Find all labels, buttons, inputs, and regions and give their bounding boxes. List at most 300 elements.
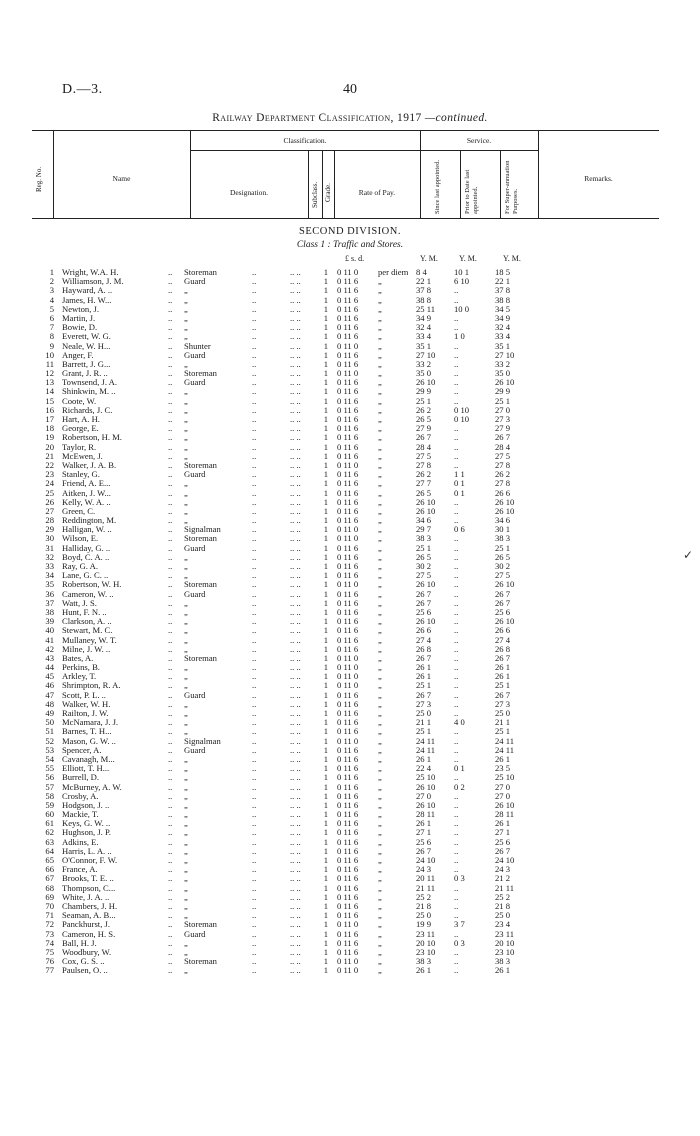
reg-no-cell: 24 [45,478,54,489]
page-number: 40 [343,82,357,97]
grade-cell: 1 [323,515,328,526]
reg-no-cell: 39 [45,616,54,627]
designation-cell: Guard [184,689,206,700]
leader-dots: .. .. [290,799,301,810]
grade-cell: 1 [323,312,328,323]
designation-cell: „ [184,322,188,333]
grade-cell: 1 [323,322,328,333]
leader-dots: .. [168,790,173,801]
designation-cell: „ [184,965,188,976]
leader-dots: .. [252,294,257,305]
name-cell: Reddington, M. [62,515,117,526]
rate-unit-cell: „ [378,965,382,976]
leader-dots: .. [252,606,257,617]
rate-cell: 0 11 6 [337,450,359,461]
rate-cell: 0 11 6 [337,606,359,617]
rate-cell: 0 11 6 [337,441,359,452]
grade-cell: 1 [323,781,328,792]
leader-dots: .. .. [290,753,301,764]
rate-cell: 0 11 6 [337,698,359,709]
prior-cell: .. [454,533,459,544]
name-cell: James, H. W... [62,294,112,305]
since-last-cell: 26 1 [416,965,432,976]
designation-cell: „ [184,937,188,948]
grade-cell: 1 [323,965,328,976]
leader-dots: .. [252,423,257,434]
name-cell: Hodgson, J. .. [62,799,110,810]
reg-no-cell: 32 [45,551,54,562]
since-last-cell: 33 4 [416,331,432,342]
leader-dots: .. .. [290,671,301,682]
designation-cell: Guard [184,377,206,388]
superannuation-cell: 26 10 [495,496,515,507]
leader-dots: .. [168,358,173,369]
name-cell: Chambers, J. H. [62,900,118,911]
leader-dots: .. [168,606,173,617]
prior-cell: .. [454,432,459,443]
leader-dots: .. .. [290,864,301,875]
header-superannuation: For Super-annuation Purposes. [504,160,519,214]
reg-no-cell: 18 [45,423,54,434]
rate-cell: 0 11 6 [337,634,359,645]
rate-unit-cell: „ [378,799,382,810]
leader-dots: .. [168,965,173,976]
superannuation-cell: 27 5 [495,450,511,461]
since-last-cell: 26 6 [416,625,432,636]
rate-cell: 0 11 0 [337,459,359,470]
rate-unit-cell: „ [378,505,382,516]
rate-cell: 0 11 6 [337,873,359,884]
leader-dots: .. [168,634,173,645]
leader-dots: .. [168,441,173,452]
superannuation-cell: 26 10 [495,579,515,590]
name-cell: Barnes, T. H... [62,726,112,737]
grade-cell: 1 [323,450,328,461]
leader-dots: .. [168,680,173,691]
prior-cell: .. [454,579,459,590]
superannuation-cell: 18 5 [495,267,511,277]
prior-cell: 10 0 [454,303,470,314]
grade-cell: 1 [323,276,328,287]
since-last-cell: 27 0 [416,790,432,801]
units-ym-since: Y. M. [420,254,438,263]
rate-cell: 0 11 6 [337,377,359,388]
rate-unit-cell: „ [378,377,382,388]
rate-cell: 0 11 6 [337,432,359,443]
prior-cell: .. [454,652,459,663]
since-last-cell: 25 1 [416,680,432,691]
designation-cell: „ [184,496,188,507]
leader-dots: .. [252,616,257,627]
rate-cell: 0 11 6 [337,276,359,287]
rate-cell: 0 11 6 [337,597,359,608]
prior-cell: .. [454,459,459,470]
superannuation-cell: 22 1 [495,276,511,287]
grade-cell: 1 [323,386,328,397]
rate-unit-cell: „ [378,331,382,342]
designation-cell: „ [184,698,188,709]
reg-no-cell: 3 [49,285,54,296]
rate-cell: 0 11 6 [337,386,359,397]
units-ym-super: Y. M. [503,254,521,263]
designation-cell: „ [184,790,188,801]
name-cell: McNamara, J. J. [62,717,119,728]
leader-dots: .. [252,965,257,976]
rate-unit-cell: „ [378,478,382,489]
superannuation-cell: 23 4 [495,919,511,930]
leader-dots: .. .. [290,643,301,654]
designation-cell: „ [184,597,188,608]
leader-dots: .. .. [290,634,301,645]
rate-unit-cell: „ [378,588,382,599]
leader-dots: .. [252,386,257,397]
prior-cell: 0 6 [454,524,465,535]
grade-cell: 1 [323,561,328,571]
prior-cell: .. [454,864,459,875]
leader-dots: .. [252,312,257,323]
prior-cell: 0 1 [454,487,465,498]
rate-cell: 0 11 0 [337,267,359,277]
leader-dots: .. [168,671,173,682]
grade-cell: 1 [323,919,328,930]
designation-cell: „ [184,809,188,820]
rate-unit-cell: „ [378,919,382,930]
name-cell: Bates, A. [62,652,94,663]
leader-dots: .. .. [290,928,301,939]
since-last-cell: 26 10 [416,377,436,388]
designation-cell: Guard [184,469,206,480]
name-cell: Everett, W. G. [62,331,111,342]
rate-unit-cell: „ [378,708,382,718]
header-subclass: Subclass. [311,181,319,208]
since-last-cell: 21 11 [416,882,436,893]
since-last-cell: 27 10 [416,349,436,360]
leader-dots: .. [168,276,173,287]
designation-cell: Shunter [184,340,211,351]
superannuation-cell: 34 5 [495,303,511,314]
prior-cell: .. [454,671,459,682]
prior-cell: .. [454,450,459,461]
leader-dots: .. [252,322,257,333]
rate-cell: 0 11 6 [337,763,359,774]
rate-cell: 0 11 6 [337,827,359,838]
leader-dots: .. [168,818,173,829]
header-name: Name [112,174,131,183]
rate-cell: 0 11 6 [337,496,359,507]
rate-unit-cell: „ [378,469,382,480]
grade-cell: 1 [323,708,328,718]
superannuation-cell: 26 1 [495,753,511,764]
reg-no-cell: 60 [45,809,54,820]
leader-dots: .. [168,597,173,608]
name-cell: Robertson, H. M. [62,432,122,443]
leader-dots: .. .. [290,414,301,424]
since-last-cell: 32 4 [416,322,432,333]
rate-unit-cell: „ [378,946,382,957]
reg-no-cell: 49 [45,708,54,718]
reg-no-cell: 77 [45,965,54,976]
reg-no-cell: 54 [45,753,54,764]
leader-dots: .. [168,799,173,810]
prior-cell: .. [454,928,459,939]
designation-cell: „ [184,423,188,434]
leader-dots: .. [252,597,257,608]
since-last-cell: 24 11 [416,744,436,755]
grade-cell: 1 [323,533,328,544]
leader-dots: .. .. [290,276,301,287]
name-cell: Boyd, C. A. .. [62,551,110,562]
designation-cell: Storeman [184,267,217,277]
grade-cell: 1 [323,597,328,608]
designation-cell: „ [184,478,188,489]
grade-cell: 1 [323,643,328,654]
leader-dots: .. [168,312,173,323]
rate-unit-cell: „ [378,276,382,287]
prior-cell: .. [454,680,459,691]
reg-no-cell: 27 [45,505,54,516]
leader-dots: .. [168,579,173,590]
name-cell: Railton, J. W. [62,708,109,718]
name-cell: Hayward, A. .. [62,285,113,296]
leader-dots: .. [168,882,173,893]
superannuation-cell: 23 11 [495,928,515,939]
leader-dots: .. .. [290,910,301,921]
rate-cell: 0 11 6 [337,294,359,305]
designation-cell: „ [184,717,188,728]
rate-unit-cell: „ [378,809,382,820]
table-header [32,130,659,218]
since-last-cell: 21 8 [416,900,432,911]
since-last-cell: 26 1 [416,753,432,764]
leader-dots: .. [168,459,173,470]
since-last-cell: 8 4 [416,267,427,277]
leader-dots: .. [252,368,257,379]
grade-cell: 1 [323,864,328,875]
grade-cell: 1 [323,698,328,709]
name-cell: Burrell, D. [62,772,99,783]
designation-cell: „ [184,515,188,526]
since-last-cell: 21 1 [416,717,432,728]
superannuation-cell: 34 6 [495,515,511,526]
leader-dots: .. [252,515,257,526]
superannuation-cell: 25 1 [495,726,511,737]
reg-no-cell: 10 [45,349,54,360]
leader-dots: .. [252,276,257,287]
leader-dots: .. [252,377,257,388]
rate-cell: 0 11 6 [337,910,359,921]
designation-cell: „ [184,643,188,654]
name-cell: Cavanagh, M... [62,753,115,764]
leader-dots: .. [168,478,173,489]
rate-unit-cell: „ [378,561,382,571]
name-cell: Woodbury, W. [62,946,112,957]
leader-dots: .. [252,790,257,801]
superannuation-cell: 27 0 [495,404,511,415]
leader-dots: .. [252,625,257,636]
name-cell: Anger, F. [62,349,94,360]
since-last-cell: 29 9 [416,386,432,397]
rate-unit-cell: „ [378,423,382,434]
grade-cell: 1 [323,459,328,470]
rate-cell: 0 11 0 [337,735,359,746]
superannuation-cell: 29 9 [495,386,511,397]
prior-cell: 1 1 [454,469,465,480]
leader-dots: .. [252,900,257,911]
leader-dots: .. .. [290,873,301,884]
grade-cell: 1 [323,588,328,599]
designation-cell: „ [184,900,188,911]
grade-cell: 1 [323,331,328,342]
reg-no-cell: 6 [49,312,54,323]
leader-dots: .. [168,616,173,627]
designation-cell: Storeman [184,652,217,663]
rate-unit-cell: „ [378,496,382,507]
reg-no-cell: 51 [45,726,54,737]
superannuation-cell: 27 0 [495,781,511,792]
leader-dots: .. [168,414,173,424]
since-last-cell: 37 8 [416,285,432,296]
rate-unit-cell: „ [378,616,382,627]
leader-dots: .. [252,772,257,783]
prior-cell: 3 7 [454,919,465,930]
header-remarks: Remarks. [584,174,613,183]
rate-unit-cell: „ [378,340,382,351]
reg-no-cell: 63 [45,836,54,847]
leader-dots: .. .. [290,331,301,342]
leader-dots: .. .. [290,524,301,535]
rate-cell: 0 11 6 [337,358,359,369]
superannuation-cell: 26 10 [495,799,515,810]
grade-cell: 1 [323,689,328,700]
reg-no-cell: 23 [45,469,54,480]
since-last-cell: 25 1 [416,395,432,406]
superannuation-cell: 27 9 [495,423,511,434]
rate-unit-cell: „ [378,606,382,617]
reg-no-cell: 36 [45,588,54,599]
reg-no-cell: 25 [45,487,54,498]
rate-cell: 0 11 6 [337,414,359,424]
superannuation-cell: 27 4 [495,634,511,645]
rate-cell: 0 11 6 [337,322,359,333]
leader-dots: .. [252,735,257,746]
rate-unit-cell: „ [378,432,382,443]
rate-unit-cell: „ [378,303,382,314]
since-last-cell: 27 8 [416,459,432,470]
leader-dots: .. [168,937,173,948]
leader-dots: .. [252,717,257,728]
leader-dots: .. [252,459,257,470]
leader-dots: .. [168,662,173,673]
grade-cell: 1 [323,469,328,480]
rate-cell: 0 11 6 [337,395,359,406]
leader-dots: .. [168,395,173,406]
superannuation-cell: 30 1 [495,524,511,535]
rate-unit-cell: „ [378,450,382,461]
reg-no-cell: 68 [45,882,54,893]
leader-dots: .. [168,891,173,902]
leader-dots: .. .. [290,735,301,746]
leader-dots: .. [168,285,173,296]
leader-dots: .. .. [290,836,301,847]
leader-dots: .. [252,414,257,424]
name-cell: Spencer, A. [62,744,102,755]
designation-cell: Storeman [184,533,217,544]
rate-unit-cell: „ [378,322,382,333]
leader-dots: .. .. [290,515,301,526]
prior-cell: .. [454,827,459,838]
superannuation-cell: 25 0 [495,708,511,718]
leader-dots: .. [252,450,257,461]
since-last-cell: 26 7 [416,689,432,700]
prior-cell: .. [454,358,459,369]
leader-dots: .. [252,652,257,663]
leader-dots: .. [168,267,173,277]
prior-cell: 10 1 [454,267,470,277]
name-cell: Watt, J. S. [62,597,97,608]
grade-cell: 1 [323,496,328,507]
grade-cell: 1 [323,799,328,810]
grade-cell: 1 [323,432,328,443]
reg-no-cell: 1 [49,267,54,277]
prior-cell: .. [454,735,459,746]
name-cell: Cameron, W. .. [62,588,114,599]
designation-cell: „ [184,662,188,673]
rate-cell: 0 11 0 [337,340,359,351]
class-name: Traffic and Stores. [333,240,404,250]
leader-dots: .. [252,680,257,691]
leader-dots: .. [168,855,173,865]
leader-dots: .. [168,487,173,498]
leader-dots: .. [168,432,173,443]
superannuation-cell: 26 6 [495,625,511,636]
prior-cell: .. [454,698,459,709]
grade-cell: 1 [323,625,328,636]
prior-cell: .. [454,965,459,976]
rate-unit-cell: „ [378,845,382,856]
prior-cell: .. [454,946,459,957]
superannuation-cell: 21 1 [495,717,511,728]
superannuation-cell: 26 7 [495,689,511,700]
reg-no-cell: 30 [45,533,54,544]
since-last-cell: 26 7 [416,588,432,599]
designation-cell: „ [184,561,188,571]
leader-dots: .. .. [290,542,301,553]
leader-dots: .. [252,946,257,957]
rate-cell: 0 11 6 [337,643,359,654]
superannuation-cell: 30 2 [495,561,511,571]
reg-no-cell: 48 [45,698,54,709]
since-last-cell: 26 1 [416,818,432,829]
reg-no-cell: 58 [45,790,54,801]
reg-no-cell: 42 [45,643,54,654]
rate-unit-cell: „ [378,818,382,829]
superannuation-cell: 26 7 [495,652,511,663]
header-service: Service. [466,136,492,145]
rate-unit-cell: „ [378,459,382,470]
grade-cell: 1 [323,910,328,921]
prior-cell: 0 2 [454,781,465,792]
grade-cell: 1 [323,937,328,948]
leader-dots: .. [252,689,257,700]
prior-cell: .. [454,588,459,599]
leader-dots: .. [252,505,257,516]
leader-dots: .. [168,496,173,507]
reg-no-cell: 61 [45,818,54,829]
grade-cell: 1 [323,744,328,755]
designation-cell: „ [184,616,188,627]
leader-dots: .. .. [290,937,301,948]
name-cell: Hart, A. H. [62,414,100,424]
